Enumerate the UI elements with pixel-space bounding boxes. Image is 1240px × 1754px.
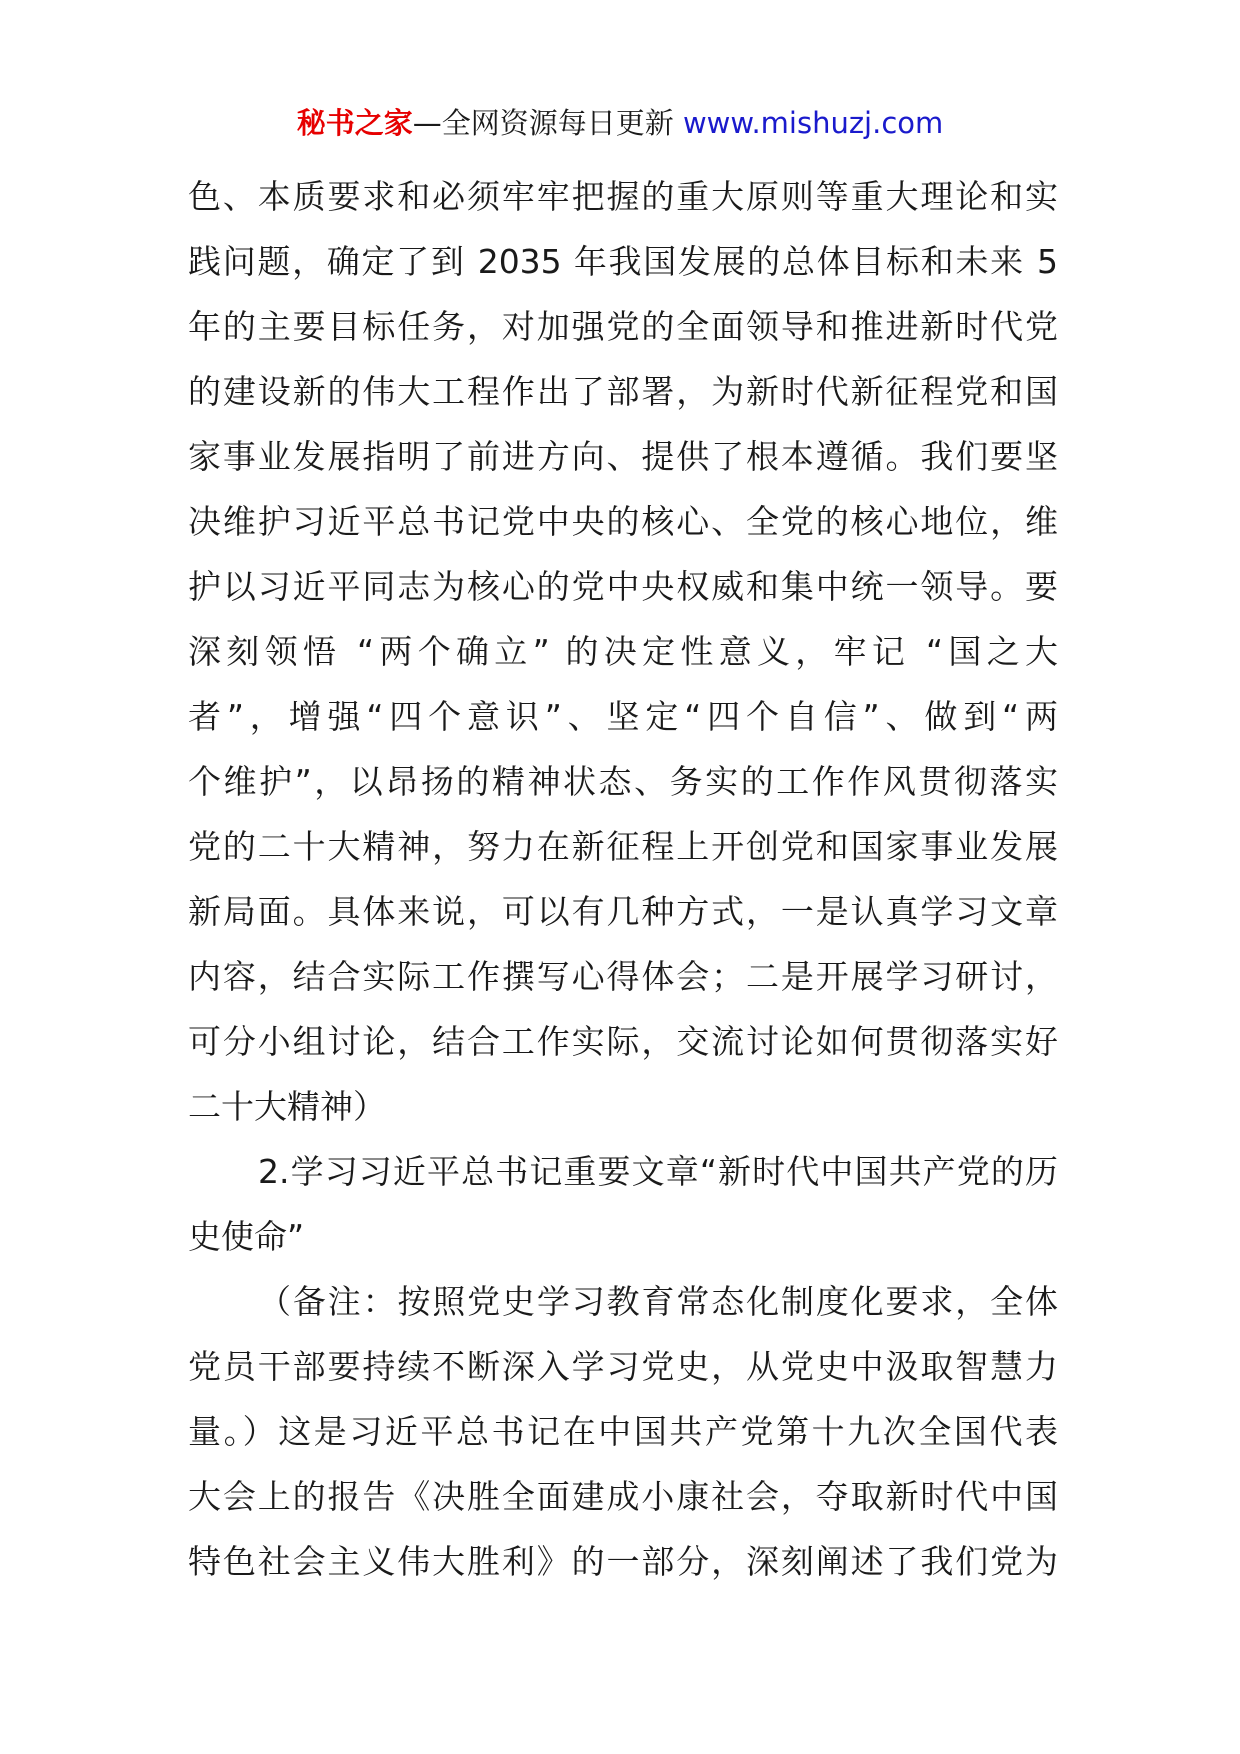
body-line: 内容，结合实际工作撰写心得体会；二是开展学习研讨， bbox=[188, 957, 1058, 996]
body-line: 护以习近平同志为核心的党中央权威和集中统一领导。要 bbox=[188, 567, 1058, 606]
body-line: 个维护”，以昂扬的精神状态、务实的工作作风贯彻落实 bbox=[188, 762, 1058, 801]
site-brand: 秘书之家 bbox=[296, 106, 413, 140]
body-line: 新局面。具体来说，可以有几种方式，一是认真学习文章 bbox=[188, 892, 1058, 931]
body-line: 践问题，确定了到 2035 年我国发展的总体目标和未来 5 bbox=[188, 242, 1058, 281]
body-line: 深刻领悟 “两个确立” 的决定性意义，牢记 “国之大 bbox=[188, 632, 1058, 671]
body-line: 特色社会主义伟大胜利》的一部分，深刻阐述了我们党为 bbox=[188, 1542, 1058, 1581]
body-line: 家事业发展指明了前进方向、提供了根本遵循。我们要坚 bbox=[188, 437, 1058, 476]
site-tagline: —全网资源每日更新 bbox=[412, 106, 674, 140]
body-line: 可分小组讨论，结合工作实际，交流讨论如何贯彻落实好 bbox=[188, 1022, 1058, 1061]
page-header bbox=[0, 103, 1240, 143]
body-line: 大会上的报告《决胜全面建成小康社会，夺取新时代中国 bbox=[188, 1477, 1058, 1516]
body-line: 的建设新的伟大工程作出了部署，为新时代新征程党和国 bbox=[188, 372, 1058, 411]
note-line: （备注：按照党史学习教育常态化制度化要求，全体 bbox=[258, 1282, 1058, 1321]
body-line: 决维护习近平总书记党中央的核心、全党的核心地位，维 bbox=[188, 502, 1058, 541]
body-line: 年的主要目标任务，对加强党的全面领导和推进新时代党 bbox=[188, 307, 1058, 346]
site-url: www.mishuzj.com bbox=[682, 106, 944, 140]
body-line: 二十大精神） bbox=[188, 1087, 386, 1126]
section-heading-line: 史使命” bbox=[188, 1217, 305, 1256]
body-line: 党的二十大精神，努力在新征程上开创党和国家事业发展 bbox=[188, 827, 1058, 866]
body-line: 量。）这是习近平总书记在中国共产党第十九次全国代表 bbox=[188, 1412, 1058, 1451]
body-line: 党员干部要持续不断深入学习党史，从党史中汲取智慧力 bbox=[188, 1347, 1058, 1386]
body-line: 者”，增强“四个意识”、坚定“四个自信”、做到“两 bbox=[188, 697, 1058, 736]
document-body bbox=[188, 164, 1058, 1594]
section-heading-line: 2.学习习近平总书记重要文章“新时代中国共产党的历 bbox=[258, 1152, 1058, 1191]
body-line: 色、本质要求和必须牢牢把握的重大原则等重大理论和实 bbox=[188, 177, 1058, 216]
